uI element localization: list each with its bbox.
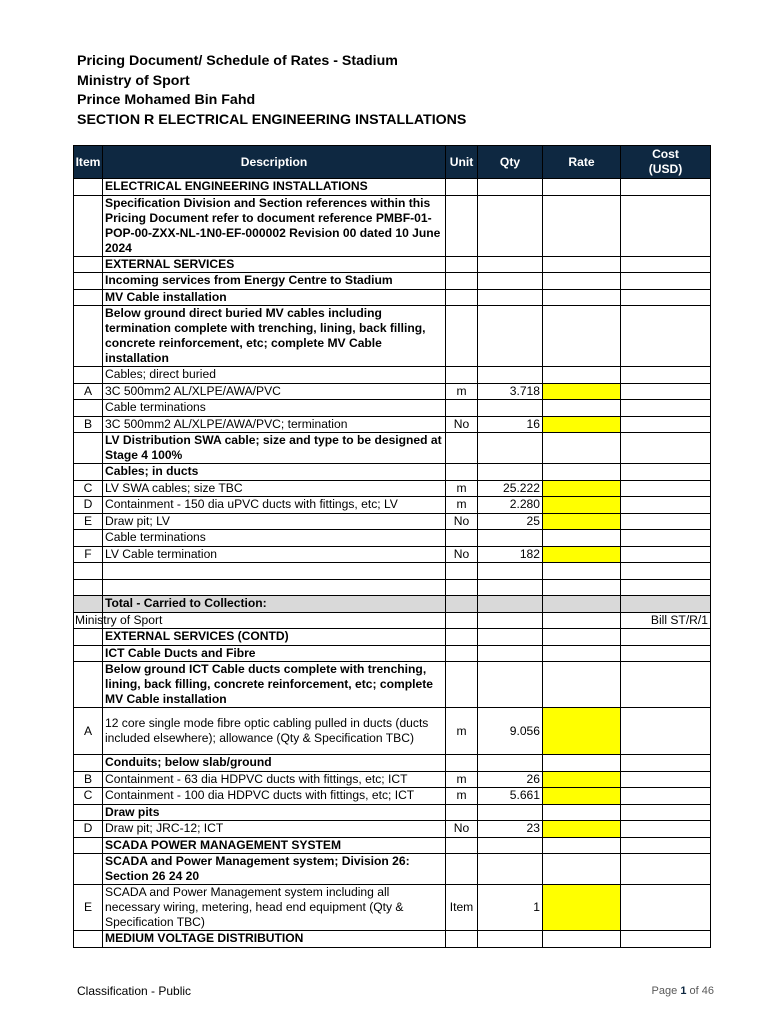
description-cell: LV Distribution SWA cable; size and type to be designed at Stage 4 100% — [103, 433, 446, 464]
item-cell — [74, 433, 103, 464]
rate-cell[interactable] — [543, 771, 621, 788]
rate-cell[interactable] — [543, 546, 621, 563]
cost-cell — [621, 464, 711, 481]
unit-cell: m — [446, 497, 478, 514]
item-cell — [74, 367, 103, 384]
description-cell: Cables; in ducts — [103, 464, 446, 481]
qty-cell: 26 — [478, 771, 543, 788]
cost-cell — [621, 837, 711, 854]
cost-cell — [621, 513, 711, 530]
unit-cell — [446, 367, 478, 384]
page-number — [652, 985, 714, 997]
table-row — [74, 708, 711, 755]
item-cell — [74, 530, 103, 547]
description-cell: SCADA and Power Management system including all necessary wiring, metering, head end equipment (Qty & Specification TBC) — [103, 885, 446, 931]
col-header-cost-line2: (USD) — [648, 162, 683, 176]
table-row — [74, 273, 711, 290]
qty-cell — [478, 306, 543, 367]
description-cell: 3C 500mm2 AL/XLPE/AWA/PVC; termination — [103, 416, 446, 433]
table-row — [74, 755, 711, 772]
qty-cell — [478, 256, 543, 273]
table-row — [74, 771, 711, 788]
total-row — [74, 596, 711, 613]
description-cell: Cable terminations — [103, 400, 446, 417]
col-header-cost — [621, 146, 711, 179]
table-row — [74, 546, 711, 563]
cost-cell — [621, 273, 711, 290]
col-header-unit: Unit — [446, 146, 478, 179]
unit-cell — [446, 273, 478, 290]
description-cell: ELECTRICAL ENGINEERING INSTALLATIONS — [103, 179, 446, 196]
cost-cell — [621, 645, 711, 662]
cost-cell — [621, 708, 711, 755]
cost-cell — [621, 579, 711, 596]
qty-cell — [478, 433, 543, 464]
cost-cell — [621, 306, 711, 367]
description-cell: EXTERNAL SERVICES (CONTD) — [103, 629, 446, 646]
table-row — [74, 195, 711, 256]
cost-cell — [621, 854, 711, 885]
qty-cell — [478, 273, 543, 290]
qty-cell — [478, 530, 543, 547]
rate-cell[interactable] — [543, 383, 621, 400]
rate-cell — [543, 837, 621, 854]
unit-cell: m — [446, 788, 478, 805]
unit-cell — [446, 837, 478, 854]
qty-cell — [478, 179, 543, 196]
qty-cell — [478, 464, 543, 481]
description-cell: Draw pit; JRC-12; ICT — [103, 821, 446, 838]
item-cell — [74, 195, 103, 256]
qty-cell: 1 — [478, 885, 543, 931]
table-header-row — [74, 146, 711, 179]
item-cell: C — [74, 480, 103, 497]
item-cell — [74, 563, 103, 580]
rate-cell — [543, 273, 621, 290]
item-cell — [74, 854, 103, 885]
table-row — [74, 931, 711, 948]
cost-cell — [621, 497, 711, 514]
description-cell: Conduits; below slab/ground — [103, 755, 446, 772]
description-cell: Cable terminations — [103, 530, 446, 547]
cost-cell — [621, 416, 711, 433]
item-cell: E — [74, 885, 103, 931]
cost-cell — [621, 755, 711, 772]
rate-cell — [543, 596, 621, 613]
rate-cell[interactable] — [543, 480, 621, 497]
table-row — [74, 497, 711, 514]
cost-cell — [621, 400, 711, 417]
document-title: Pricing Document/ Schedule of Rates - Stadium — [77, 53, 398, 69]
item-cell — [74, 804, 103, 821]
rate-cell[interactable] — [543, 416, 621, 433]
cost-cell — [621, 195, 711, 256]
unit-cell — [446, 645, 478, 662]
rate-cell[interactable] — [543, 788, 621, 805]
description-cell: ICT Cable Ducts and Fibre — [103, 645, 446, 662]
page-total: 46 — [701, 985, 714, 997]
rate-cell[interactable] — [543, 708, 621, 755]
rate-cell — [543, 854, 621, 885]
rate-cell[interactable] — [543, 885, 621, 931]
description-cell: SCADA POWER MANAGEMENT SYSTEM — [103, 837, 446, 854]
cost-cell — [621, 596, 711, 613]
table-row — [74, 179, 711, 196]
rate-cell — [543, 755, 621, 772]
table-row — [74, 416, 711, 433]
cost-cell — [621, 433, 711, 464]
qty-cell: 182 — [478, 546, 543, 563]
client-name: Ministry of Sport — [77, 72, 190, 89]
description-cell: 3C 500mm2 AL/XLPE/AWA/PVC — [103, 383, 446, 400]
unit-cell: m — [446, 771, 478, 788]
qty-cell — [478, 563, 543, 580]
item-cell: D — [74, 821, 103, 838]
table-row — [74, 788, 711, 805]
table-row — [74, 513, 711, 530]
qty-cell: 25 — [478, 513, 543, 530]
rate-cell — [543, 804, 621, 821]
unit-cell: No — [446, 546, 478, 563]
qty-cell: 5.661 — [478, 788, 543, 805]
table-row — [74, 530, 711, 547]
rate-cell — [543, 579, 621, 596]
qty-cell: 16 — [478, 416, 543, 433]
qty-cell — [478, 400, 543, 417]
description-cell: LV SWA cables; size TBC — [103, 480, 446, 497]
cost-cell — [621, 885, 711, 931]
rate-cell — [543, 662, 621, 708]
col-header-cost-line1: Cost — [652, 147, 679, 161]
unit-cell — [446, 289, 478, 306]
page-word: Page — [651, 985, 678, 997]
table-row — [74, 256, 711, 273]
table-row — [74, 563, 711, 580]
rate-cell — [543, 629, 621, 646]
table-row — [74, 854, 711, 885]
unit-cell: m — [446, 480, 478, 497]
classification-label: Classification - Public — [77, 984, 192, 998]
rate-cell — [543, 195, 621, 256]
description-cell: Cables; direct buried — [103, 367, 446, 384]
qty-cell: 25.222 — [478, 480, 543, 497]
cost-cell — [621, 256, 711, 273]
schedule-of-rates-table — [73, 145, 711, 948]
unit-cell — [446, 755, 478, 772]
col-header-item: Item — [74, 146, 103, 179]
item-cell — [74, 837, 103, 854]
description-cell: Draw pits — [103, 804, 446, 821]
table-row — [74, 579, 711, 596]
qty-cell — [478, 596, 543, 613]
description-cell: Draw pit; LV — [103, 513, 446, 530]
page-of: of — [689, 985, 699, 997]
item-cell: C — [74, 788, 103, 805]
item-cell: B — [74, 416, 103, 433]
description-cell: Total - Carried to Collection: — [103, 596, 446, 613]
table-row — [74, 400, 711, 417]
unit-cell — [446, 629, 478, 646]
rate-cell — [543, 464, 621, 481]
item-cell — [74, 464, 103, 481]
item-cell — [74, 306, 103, 367]
rate-cell — [543, 400, 621, 417]
unit-cell — [446, 464, 478, 481]
item-cell: E — [74, 513, 103, 530]
unit-cell: No — [446, 821, 478, 838]
item-cell — [74, 931, 103, 948]
rate-cell — [543, 289, 621, 306]
cost-cell — [621, 771, 711, 788]
unit-cell — [446, 530, 478, 547]
table-row — [74, 464, 711, 481]
description-cell: Containment - 63 dia HDPVC ducts with fittings, etc; ICT — [103, 771, 446, 788]
unit-cell: m — [446, 383, 478, 400]
document-header — [77, 52, 466, 130]
table-row — [74, 480, 711, 497]
qty-cell — [478, 854, 543, 885]
description-cell: Containment - 100 dia HDPVC ducts with fittings, etc; ICT — [103, 788, 446, 805]
table-row — [74, 837, 711, 854]
unit-cell: No — [446, 416, 478, 433]
rate-cell[interactable] — [543, 821, 621, 838]
table-row — [74, 383, 711, 400]
qty-cell — [478, 289, 543, 306]
unit-cell — [446, 931, 478, 948]
qty-cell — [478, 645, 543, 662]
description-cell: Containment - 150 dia uPVC ducts with fittings, etc; LV — [103, 497, 446, 514]
col-header-qty: Qty — [478, 146, 543, 179]
qty-cell: 2.280 — [478, 497, 543, 514]
cost-cell — [621, 179, 711, 196]
qty-cell: 9.056 — [478, 708, 543, 755]
qty-cell — [478, 629, 543, 646]
cost-cell — [621, 788, 711, 805]
qty-cell — [478, 837, 543, 854]
item-cell: D — [74, 497, 103, 514]
unit-cell — [446, 563, 478, 580]
description-cell: 12 core single mode fibre optic cabling pulled in ducts (ducts included elsewhere); allowance (Qty & Specification TBC) — [103, 708, 446, 755]
cost-cell — [621, 629, 711, 646]
table-row — [74, 885, 711, 931]
description-cell: MEDIUM VOLTAGE DISTRIBUTION — [103, 931, 446, 948]
qty-cell — [478, 931, 543, 948]
item-cell: F — [74, 546, 103, 563]
col-header-rate: Rate — [543, 146, 621, 179]
unit-cell: No — [446, 513, 478, 530]
cost-cell — [621, 530, 711, 547]
item-cell — [74, 400, 103, 417]
description-cell: Below ground direct buried MV cables including termination complete with trenching, lining, back filling, concrete reinforcement, etc; complete MV Cable installation — [103, 306, 446, 367]
unit-cell: m — [446, 708, 478, 755]
item-cell — [74, 273, 103, 290]
unit-cell — [446, 195, 478, 256]
rate-cell — [543, 530, 621, 547]
cost-cell — [621, 289, 711, 306]
qty-cell: 3.718 — [478, 383, 543, 400]
unit-cell — [446, 179, 478, 196]
cost-cell — [621, 662, 711, 708]
rate-cell — [543, 367, 621, 384]
table-row — [74, 433, 711, 464]
unit-cell — [446, 256, 478, 273]
cost-cell: Bill ST/R/1 — [621, 612, 711, 629]
rate-cell — [543, 179, 621, 196]
description-cell: SCADA and Power Management system; Division 26: Section 26 24 20 — [103, 854, 446, 885]
cost-cell — [621, 367, 711, 384]
unit-cell — [446, 596, 478, 613]
item-cell — [74, 662, 103, 708]
qty-cell: 23 — [478, 821, 543, 838]
description-cell: LV Cable termination — [103, 546, 446, 563]
cost-cell — [621, 383, 711, 400]
rate-cell — [543, 563, 621, 580]
qty-cell — [478, 755, 543, 772]
unit-cell — [446, 579, 478, 596]
rate-cell — [543, 645, 621, 662]
cost-cell — [621, 804, 711, 821]
item-cell: Ministry of Sport — [75, 612, 163, 627]
rate-cell — [543, 931, 621, 948]
table-row — [74, 367, 711, 384]
description-cell: MV Cable installation — [103, 289, 446, 306]
table-row — [74, 804, 711, 821]
qty-cell — [478, 367, 543, 384]
unit-cell — [446, 400, 478, 417]
rate-cell — [543, 433, 621, 464]
item-cell — [74, 256, 103, 273]
unit-cell — [446, 306, 478, 367]
item-cell — [74, 629, 103, 646]
rate-cell — [543, 612, 621, 629]
description-cell: Incoming services from Energy Centre to Stadium — [103, 273, 446, 290]
rate-cell — [543, 306, 621, 367]
rate-cell[interactable] — [543, 497, 621, 514]
unit-cell: Item — [446, 885, 478, 931]
item-cell — [74, 579, 103, 596]
table-row — [74, 821, 711, 838]
unit-cell — [446, 804, 478, 821]
project-name: Prince Mohamed Bin Fahd — [77, 92, 256, 108]
qty-cell — [478, 612, 543, 629]
section-title: SECTION R ELECTRICAL ENGINEERING INSTALLATIONS — [77, 111, 467, 128]
cost-cell — [621, 546, 711, 563]
cost-cell — [621, 821, 711, 838]
table-row — [74, 645, 711, 662]
item-cell: A — [74, 708, 103, 755]
qty-cell — [478, 195, 543, 256]
unit-cell — [446, 662, 478, 708]
rate-cell — [543, 256, 621, 273]
cost-cell — [621, 480, 711, 497]
cost-cell — [621, 931, 711, 948]
rate-cell[interactable] — [543, 513, 621, 530]
qty-cell — [478, 804, 543, 821]
bill-reference-row — [74, 612, 711, 629]
unit-cell — [446, 612, 478, 629]
page-current: 1 — [680, 985, 687, 997]
qty-cell — [478, 662, 543, 708]
table-row — [74, 289, 711, 306]
unit-cell — [446, 433, 478, 464]
table-row — [74, 629, 711, 646]
table-body — [74, 179, 711, 948]
description-cell — [103, 579, 446, 596]
item-cell — [74, 596, 103, 613]
item-cell: B — [74, 771, 103, 788]
description-cell: Below ground ICT Cable ducts complete with trenching, lining, back filling, concrete reinforcement, etc; complete MV Cable installation — [103, 662, 446, 708]
description-cell: EXTERNAL SERVICES — [103, 256, 446, 273]
table-row — [74, 662, 711, 708]
unit-cell — [446, 854, 478, 885]
item-cell — [74, 289, 103, 306]
cost-cell — [621, 563, 711, 580]
col-header-description: Description — [103, 146, 446, 179]
description-cell — [103, 563, 446, 580]
item-cell — [74, 755, 103, 772]
item-cell: A — [74, 383, 103, 400]
description-cell: Specification Division and Section references within this Pricing Document refer to document reference PMBF-01-POP-00-ZXX-NL-1N0-EF-000002 Revision 00 dated 10 June 2024 — [103, 195, 446, 256]
item-cell — [74, 179, 103, 196]
table-row — [74, 306, 711, 367]
item-cell — [74, 645, 103, 662]
qty-cell — [478, 579, 543, 596]
